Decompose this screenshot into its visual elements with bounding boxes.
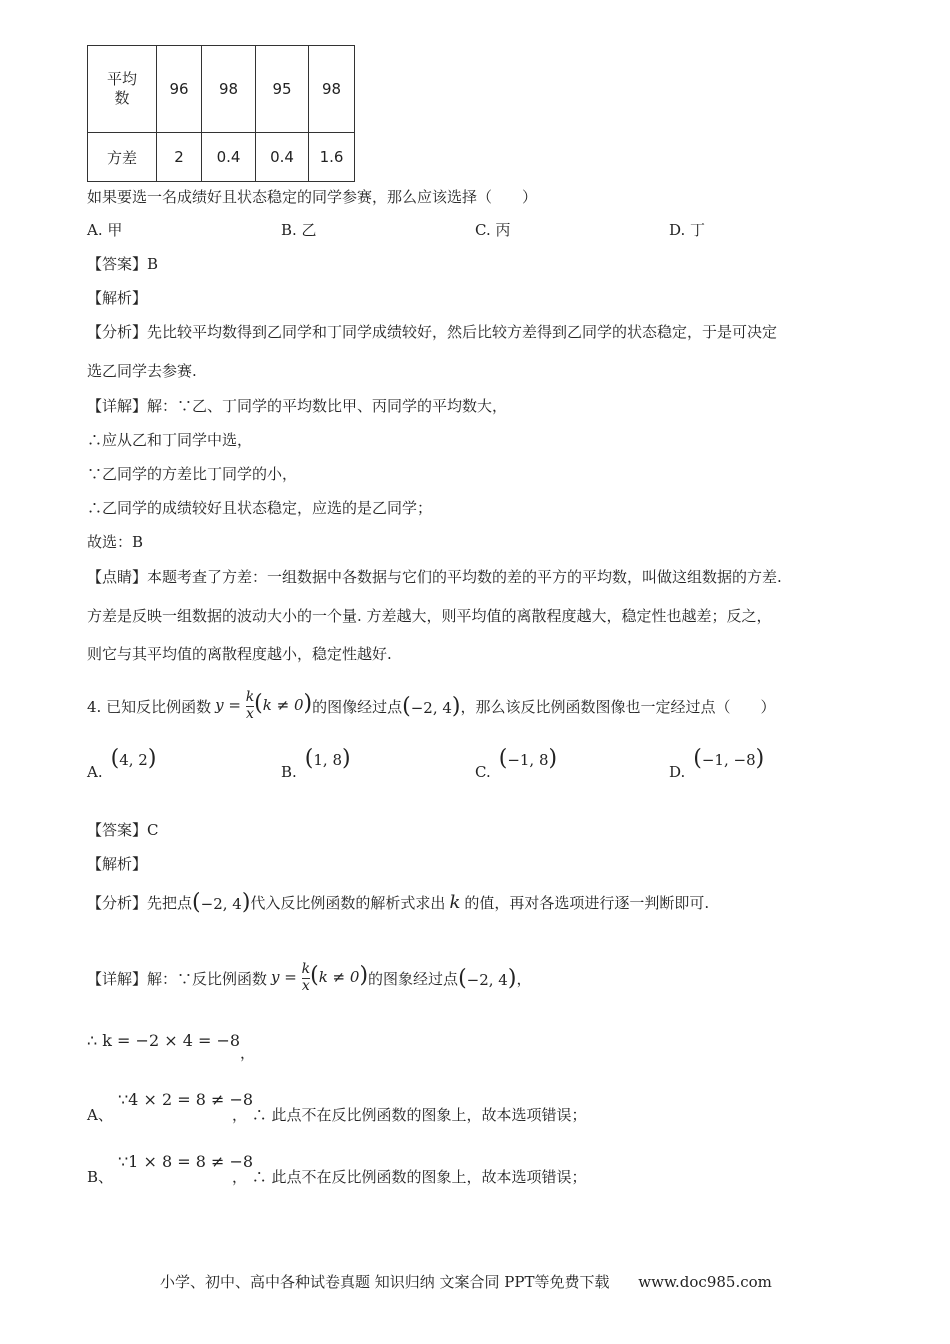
table-cell: 95 <box>256 46 309 133</box>
func-eq: = <box>223 696 246 714</box>
frac-numerator: k <box>301 961 311 978</box>
option-letter: B. <box>281 763 297 781</box>
q3-dianjing-line2: 方差是反映一组数据的波动大小的一个量. 方差越大，则平均值的离散程度越大，稳定性也越差；反之， <box>87 607 772 625</box>
func-eq: = <box>279 968 302 986</box>
option-letter: A. <box>87 763 103 781</box>
line-label: B、 <box>87 1168 114 1186</box>
option-letter: C. <box>475 763 491 781</box>
fenxi-point: (−2, 4) <box>192 889 251 915</box>
table-cell: 0.4 <box>202 133 256 182</box>
q3-fenxi-line1 <box>87 321 777 342</box>
func-condition: k ≠ 0 <box>318 968 360 986</box>
xiangjie-point: (−2, 4) <box>458 965 517 991</box>
q4-fenxi-line <box>87 884 709 920</box>
table-cell: 1.6 <box>309 133 355 182</box>
q3-option-c: C. 丙 <box>475 221 511 239</box>
k-calc-comma: ， <box>240 1044 256 1062</box>
q3-option-b: B. 乙 <box>281 221 317 239</box>
q3-fenxi-line2: 选乙同学去参赛. <box>87 362 197 380</box>
table-cell: 0.4 <box>256 133 309 182</box>
footer-url[interactable]: www.doc985.com <box>638 1273 772 1291</box>
table-cell: 98 <box>202 46 256 133</box>
q4-answer <box>87 819 159 840</box>
line-text: ， ∴ 此点不在反比例函数的图象上，故本选项错误； <box>232 1168 587 1186</box>
table-row <box>88 46 355 133</box>
func-y: y <box>271 968 280 986</box>
table-cell-label: 平均 数 <box>88 46 157 133</box>
fenxi-post: 的值，再对各选项进行逐一判断即可. <box>464 893 710 912</box>
answer-value: C <box>147 821 159 839</box>
q4-analysis-tag: 【解析】 <box>87 855 148 873</box>
q3-analysis-tag: 【解析】 <box>87 289 148 307</box>
dianjing-text: 本题考查了方差：一组数据中各数据与它们的平均数的差的平方的平均数，叫做这组数据的方差. <box>147 568 782 586</box>
answer-tag: 【答案】 <box>87 255 148 273</box>
q4-point: (−2, 4) <box>402 693 461 719</box>
stats-table <box>87 45 355 182</box>
q4-suffix: ，那么该反比例函数图像也一定经过点（ ） <box>460 697 776 716</box>
q3-option-d: D. 丁 <box>669 221 706 239</box>
fenxi-pre: 先把点 <box>147 893 193 912</box>
frac-numerator: k <box>245 689 255 706</box>
xiangjie-tag: 【详解】 <box>87 397 148 415</box>
page-footer <box>160 1271 772 1292</box>
table-cell: 2 <box>157 133 202 182</box>
option-point: (−1, −8) <box>693 746 765 771</box>
fenxi-mid: 代入反比例函数的解析式求出 <box>250 893 446 912</box>
fraction <box>302 962 310 994</box>
q3-option-a: A. 甲 <box>87 221 123 239</box>
answer-value: B <box>147 255 159 273</box>
q4-mid: 的图像经过点 <box>312 697 403 716</box>
q4-option-d <box>669 746 765 783</box>
func-y: y <box>215 696 224 714</box>
xiangjie-post: ， <box>516 969 532 988</box>
table-cell: 96 <box>157 46 202 133</box>
fenxi-tag: 【分析】 <box>87 323 148 341</box>
q3-dianjing-line3: 则它与其平均值的离散程度越小，稳定性越好. <box>87 645 392 663</box>
q3-xiangjie-line5: 故选：B <box>87 533 144 551</box>
function-formula: y = $\frac{k}{x}$ (k ≠ 0) <box>215 689 313 722</box>
k-calculation <box>87 1030 256 1062</box>
k-calc-expr: ∴ k = −2 × 4 = −8 <box>87 1031 241 1050</box>
option-letter: D. <box>669 763 686 781</box>
q4-option-a <box>87 746 157 783</box>
answer-tag: 【答案】 <box>87 821 148 839</box>
q3-answer <box>87 253 158 274</box>
frac-denominator: x <box>245 705 254 722</box>
xiangjie-pre: 解：∵反比例函数 <box>147 969 268 988</box>
q3-xiangjie-line4: ∴乙同学的成绩较好且状态稳定，应选的是乙同学； <box>87 499 433 517</box>
line-calc: ∵4 × 2 = 8 ≠ −8 <box>118 1090 254 1109</box>
table-cell: 98 <box>309 46 355 133</box>
xiangjie-tag: 【详解】 <box>87 969 148 988</box>
line-calc: ∵1 × 8 = 8 ≠ −8 <box>118 1152 254 1171</box>
q3-dianjing-line1 <box>87 566 782 587</box>
table-cell-label: 方差 <box>88 133 157 182</box>
q3-xiangjie-line1 <box>87 395 507 416</box>
q4-option-b <box>281 746 351 783</box>
option-point: (4, 2) <box>110 746 157 771</box>
fenxi-tag: 【分析】 <box>87 893 148 912</box>
xiangjie-mid: 的图象经过点 <box>368 969 459 988</box>
fraction <box>246 690 254 722</box>
q4-question <box>87 678 776 734</box>
q3-question: 如果要选一名成绩好且状态稳定的同学参赛，那么应该选择（ ） <box>87 188 538 206</box>
option-point: (−1, 8) <box>498 746 558 771</box>
line-label: A、 <box>87 1106 113 1124</box>
q4-xiangjie-line <box>87 950 531 1006</box>
q4-prefix: 4. 已知反比例函数 <box>87 697 212 716</box>
function-formula: y = $\frac{k}{x}$ (k ≠ 0) <box>271 961 369 994</box>
dianjing-tag: 【点睛】 <box>87 568 148 586</box>
q3-xiangjie-line2: ∴应从乙和丁同学中选， <box>87 431 253 449</box>
line-text: ， ∴ 此点不在反比例函数的图象上，故本选项错误； <box>232 1106 587 1124</box>
fenxi-text: 先比较平均数得到乙同学和丁同学成绩较好，然后比较方差得到乙同学的状态稳定，于是可决定 <box>147 323 778 341</box>
xiangjie-text: 解：∵乙、丁同学的平均数比甲、丙同学的平均数大， <box>147 397 508 415</box>
q4-option-c <box>475 746 558 783</box>
footer-text: 小学、初中、高中各种试卷真题 知识归纳 文案合同 PPT等免费下载 <box>160 1273 610 1291</box>
fenxi-k: k <box>449 891 461 913</box>
option-point: (1, 8) <box>304 746 351 771</box>
func-condition: k ≠ 0 <box>262 696 304 714</box>
frac-denominator: x <box>301 977 310 994</box>
q3-xiangjie-line3: ∵乙同学的方差比丁同学的小， <box>87 465 298 483</box>
table-row <box>88 133 355 182</box>
